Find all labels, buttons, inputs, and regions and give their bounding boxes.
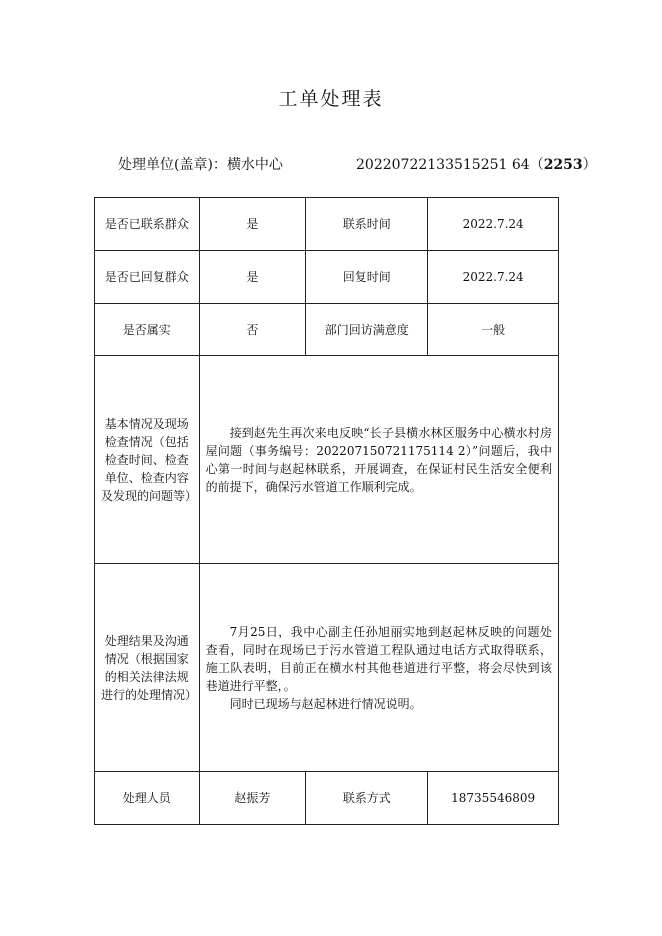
- work-order-table: [94, 197, 559, 825]
- result-text: 7月25日，我中心副主任孙旭丽实地到赵起林反映的问题处查看，同时在现场已于污水管道工程队通过电话方式取得联系，施工队表明，目前正在横水村其他巷道进行平整，将会尽快到该巷道进行平整，。: [205, 624, 552, 693]
- contacted-label: 是否已联系群众: [95, 198, 200, 251]
- result-content: [199, 564, 558, 772]
- satisfaction-label: 部门回访满意度: [306, 304, 428, 356]
- phone-label: 联系方式: [306, 772, 428, 825]
- table-row: [95, 304, 559, 356]
- inspection-label: 基本情况及现场检查情况（包括检查时间、检查单位、检查内容及发现的问题等）: [95, 356, 200, 564]
- form-title: 工单处理表: [278, 88, 384, 110]
- verified-label: 是否属实: [95, 304, 200, 356]
- table-row: [95, 356, 559, 564]
- handling-unit: [118, 154, 283, 174]
- result-text-2: 同时已现场与赵起林进行情况说明。: [229, 696, 422, 711]
- ticket-open-paren: （: [529, 157, 544, 173]
- satisfaction-value: 一般: [428, 304, 559, 356]
- contact-time-label: 联系时间: [306, 198, 428, 251]
- handling-unit-label: 处理单位(盖章)：: [118, 157, 227, 173]
- inspection-text: 接到赵先生再次来电反映“长子县横水林区服务中心横水村房屋问题（事务编号：202207150721175114 2）”问题后，我中心第一时间与赵起林联系，开展调查，在保证村民生活安全便利的前提下，确保污水管道工作顺利完成。: [205, 425, 552, 494]
- ticket-number: 20220722133515251 64: [356, 157, 530, 173]
- table-row: [95, 198, 559, 251]
- handler-value: 赵振芳: [199, 772, 306, 825]
- reply-time-label: 回复时间: [306, 251, 428, 304]
- inspection-content: [199, 356, 558, 564]
- reply-time-value: 2022.7.24: [428, 251, 559, 304]
- ticket-code: 2253: [543, 157, 583, 173]
- replied-value: 是: [199, 251, 306, 304]
- table-row: [95, 251, 559, 304]
- ticket-id: [356, 154, 597, 174]
- table-row: [95, 772, 559, 825]
- table-row: [95, 564, 559, 772]
- handling-unit-value: 横水中心: [226, 157, 283, 173]
- result-label: 处理结果及沟通情况（根据国家的相关法律法规进行的处理情况）: [95, 564, 200, 772]
- contact-time-value: 2022.7.24: [428, 198, 559, 251]
- replied-label: 是否已回复群众: [95, 251, 200, 304]
- contacted-value: 是: [199, 198, 306, 251]
- handler-label: 处理人员: [95, 772, 200, 825]
- ticket-close-paren: ）: [582, 157, 597, 173]
- phone-value: 18735546809: [428, 772, 559, 825]
- verified-value: 否: [199, 304, 306, 356]
